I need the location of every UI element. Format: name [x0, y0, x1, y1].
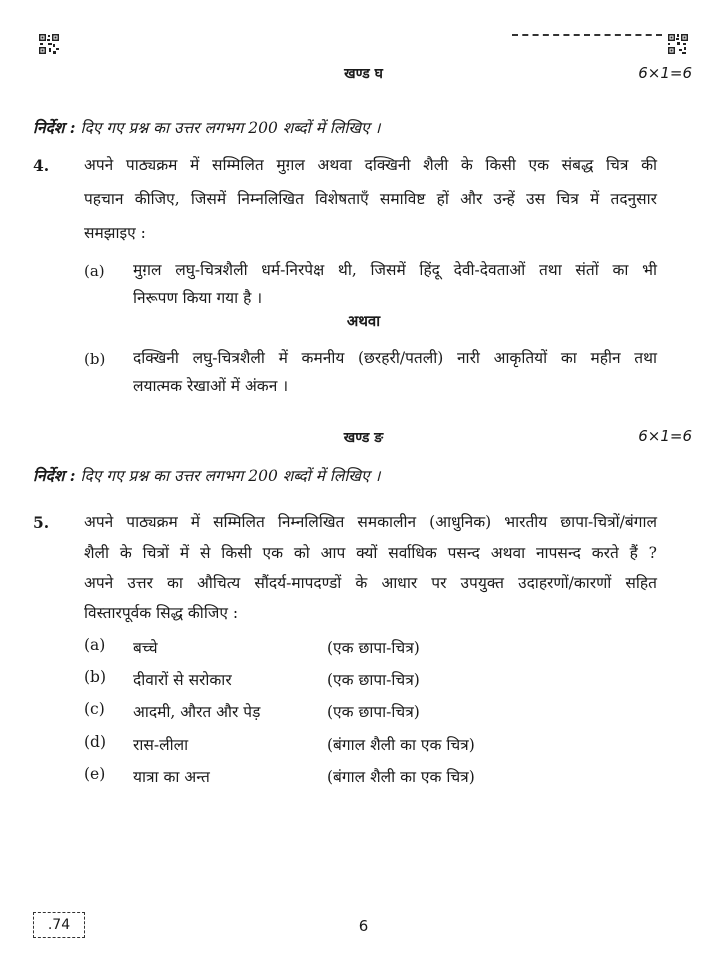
- question-4-line-3: समझाइए :: [84, 224, 146, 242]
- option-b-line-2: लयात्मक रेखाओं में अंकन ।: [133, 377, 289, 395]
- item-title: रास-लीला: [133, 736, 189, 754]
- question-5-line-3: अपने उत्तर का औचित्य सौंदर्य-मापदण्डों के आधार पर उपयुक्त उदाहरणों/कारणों सहित: [84, 574, 657, 592]
- option-a-line-1: मुग़ल लघु-चित्रशैली धर्म-निरपेक्ष थी, जिसमें हिंदू देवी-देवताओं तथा संतों का भी: [133, 261, 657, 279]
- item-label: (a): [84, 636, 106, 654]
- item-label: (d): [84, 733, 107, 751]
- item-type: (एक छापा-चित्र): [327, 703, 420, 721]
- question-number: 4.: [33, 156, 50, 175]
- qr-code-icon: [38, 33, 60, 55]
- header-dash-line: [512, 34, 662, 36]
- question-5-line-4: विस्तारपूर्वक सिद्ध कीजिए :: [84, 604, 239, 622]
- question-4-line-1: अपने पाठ्यक्रम में सम्मिलित मुग़ल अथवा दक्खिनी शैली के किसी एक संबद्ध चित्र की: [84, 156, 657, 174]
- section-e-title: खण्ड ङ: [343, 430, 384, 446]
- or-divider: अथवा: [346, 312, 381, 330]
- option-b-line-1: दक्खिनी लघु-चित्रशैली में कमनीय (छरहरी/पतली) नारी आकृतियों का महीन तथा: [133, 349, 657, 367]
- item-type: (बंगाल शैली का एक चित्र): [327, 768, 475, 786]
- list-item: [0, 700, 727, 732]
- instruction-label: निर्देश :: [33, 118, 76, 137]
- question-5-line-2: शैली के चित्रों में से किसी एक को आप क्यों सर्वाधिक पसन्द अथवा नापसन्द करते हैं ?: [84, 544, 657, 562]
- section-e-marks: 6×1=6: [638, 427, 692, 445]
- item-title: बच्चे: [133, 639, 158, 657]
- item-label: (e): [84, 765, 106, 783]
- item-label: (b): [84, 668, 107, 686]
- instruction-label: निर्देश :: [33, 466, 76, 485]
- list-item: [0, 636, 727, 668]
- section-d-title: खण्ड घ: [344, 66, 383, 82]
- question-number: 5.: [33, 513, 50, 532]
- section-d-marks: 6×1=6: [638, 64, 692, 82]
- item-type: (एक छापा-चित्र): [327, 639, 420, 657]
- item-type: (बंगाल शैली का एक चित्र): [327, 736, 475, 754]
- list-item: [0, 733, 727, 765]
- qr-code-icon: [667, 33, 689, 55]
- list-item: [0, 668, 727, 700]
- option-a-label: (a): [84, 262, 105, 280]
- question-4-line-2: पहचान कीजिए, जिसमें निम्नलिखित विशेषताएँ समाविष्ट हों और उन्हें उस चित्र में तदनुसार: [84, 190, 657, 208]
- option-b-label: (b): [84, 350, 106, 368]
- item-label: (c): [84, 700, 105, 718]
- option-a-line-2: निरूपण किया गया है ।: [133, 289, 263, 307]
- question-5-line-1: अपने पाठ्यक्रम में सम्मिलित निम्नलिखित समकालीन (आधुनिक) भारतीय छापा-चित्रों/बंगाल: [84, 513, 657, 531]
- paper-code-box: .74: [33, 912, 85, 938]
- item-title: यात्रा का अन्त: [133, 768, 210, 786]
- section-d-instruction: [33, 116, 380, 138]
- item-type: (एक छापा-चित्र): [327, 671, 420, 689]
- item-title: दीवारों से सरोकार: [133, 671, 232, 689]
- page-number: 6: [358, 917, 369, 935]
- instruction-text: दिए गए प्रश्न का उत्तर लगभग 200 शब्दों में लिखिए ।: [80, 119, 381, 137]
- instruction-text: दिए गए प्रश्न का उत्तर लगभग 200 शब्दों में लिखिए ।: [80, 467, 381, 485]
- list-item: [0, 765, 727, 797]
- item-title: आदमी, औरत और पेड़: [133, 703, 261, 721]
- section-e-instruction: [33, 464, 380, 486]
